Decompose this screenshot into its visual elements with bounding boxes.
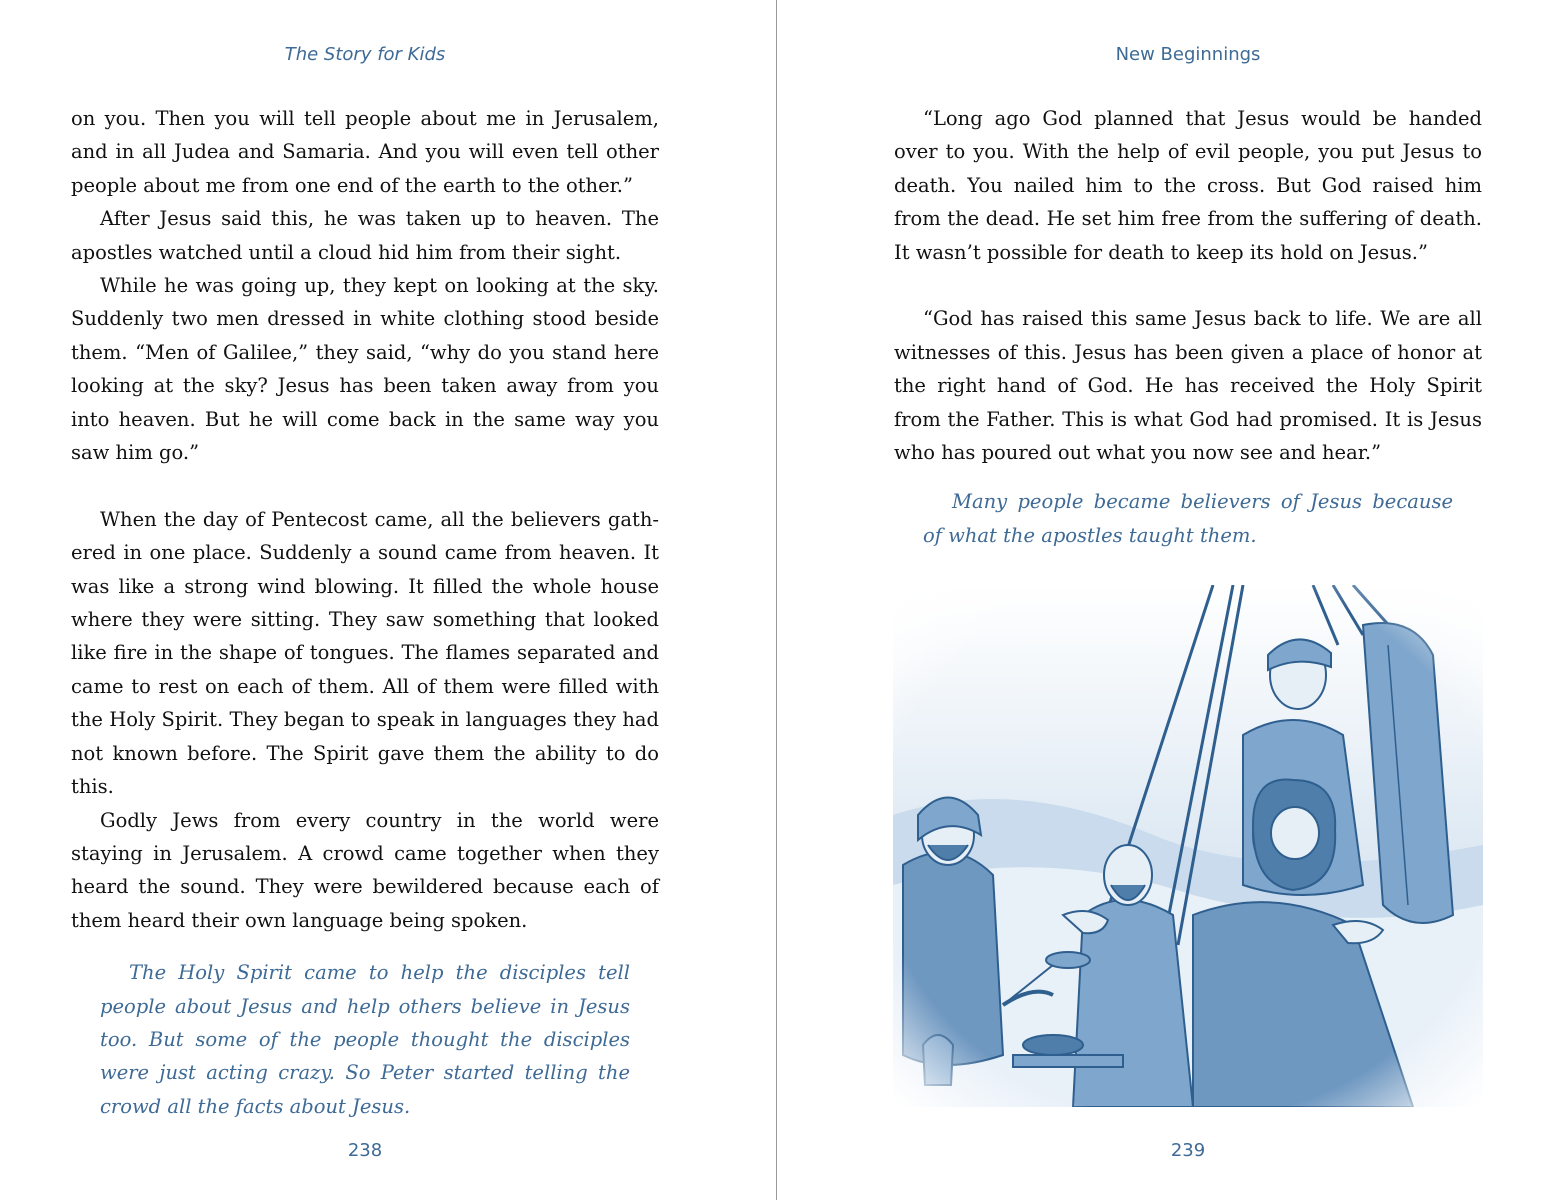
right-editorial-note: Many people became believers of Jesus because of what the apostles taught them. (923, 490, 1453, 547)
right-body-text (894, 102, 1482, 552)
left-running-head: The Story for Kids (284, 44, 446, 65)
left-paragraph-1: on you. Then you will tell people about me in Jerusalem, and in all Judea and Samaria. And you will even tell other people about me from one end of the earth to the other.” (71, 107, 659, 197)
left-body-text (71, 102, 659, 1123)
right-running-head: New Beginnings (1115, 44, 1261, 65)
right-paragraph-1: “Long ago God planned that Jesus would be handed over to you. With the help of evil people, you put Jesus to death. You nailed him to the cross. But God raised him from the dead. He set him free from the suffering of death. It wasn’t possible for death to keep its hold on Jesus.” (894, 107, 1482, 264)
right-paragraph-2: “God has raised this same Jesus back to life. We are all witnesses of this. Jesus has been given a place of honor at the right hand of God. He has received the Holy Spirit from the Father. This is what God had promised. It is Jesus who has poured out what you now see and hear.” (894, 307, 1482, 465)
apostles-illustration-image (893, 585, 1483, 1107)
left-paragraph-5: Godly Jews from every country in the world were staying in Jerusalem. A crowd came together when they heard the sound. They were bewildered because each of them heard their own language being spoken. (71, 808, 659, 932)
left-page (0, 0, 776, 1200)
right-page-number: 239 (1170, 1140, 1206, 1161)
apostles-illustration (893, 585, 1483, 1107)
left-editorial-note: The Holy Spirit came to help the disciples tell people about Jesus and help others believe in Jesus too. But some of the people thought the disciples were just acting crazy. So Peter started telling the crowd all the facts about Jesus. (100, 961, 630, 1118)
left-page-number: 238 (347, 1140, 383, 1161)
left-paragraph-2: After Jesus said this, he was taken up to heaven. The apostles watched until a cloud hid him from their sight. (71, 207, 659, 264)
left-paragraph-4: When the day of Pentecost came, all the believers gathered in one place. Suddenly a sound came from heaven. It was like a strong wind blowing. It filled the whole house where they were sitting. They saw something that looked like fire in the shape of tongues. The flames separated and came to rest on each of them. All of them were filled with the Holy Spirit. They began to speak in languages they had not known before. The Spirit gave them the ability to do this. (71, 507, 659, 799)
right-page (777, 0, 1553, 1200)
left-paragraph-3: While he was going up, they kept on looking at the sky. Suddenly two men dressed in white clothing stood beside them. “Men of Galilee,” they said, “why do you stand here looking at the sky? Jesus has been taken away from you into heaven. But he will come back in the same way you saw him go.” (71, 274, 659, 465)
